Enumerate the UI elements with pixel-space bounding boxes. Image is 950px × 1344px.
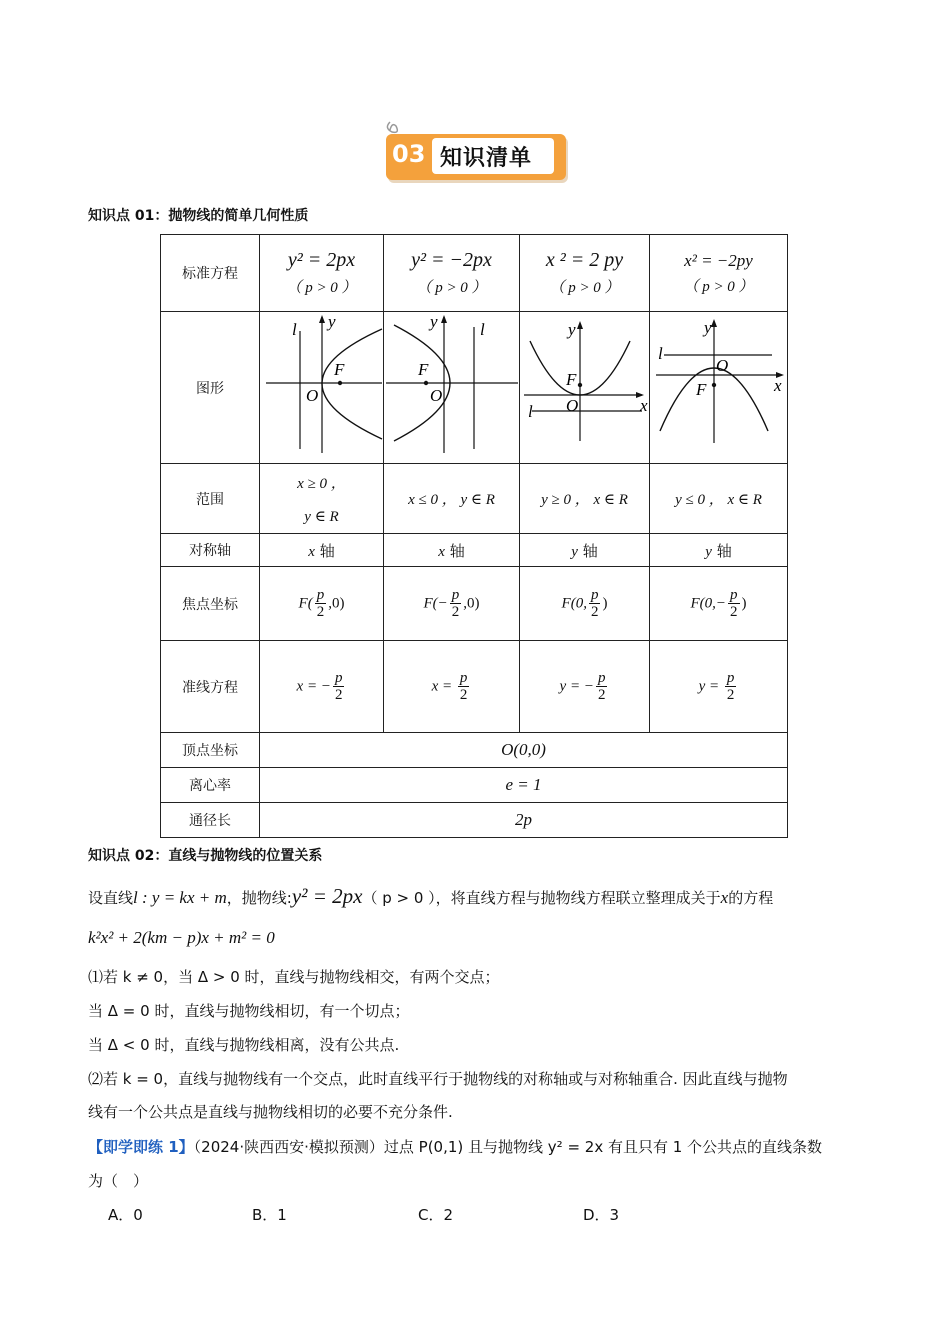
focus-num: p [730,586,738,603]
case-line: 当 Δ < 0 时，直线与抛物线相离，没有公共点. [88,1036,400,1054]
directrix-cell [384,641,520,733]
graph-label: O [566,395,579,415]
section-badge [382,120,572,188]
focus-num: p [590,586,599,603]
equation: y² = −2px [411,249,492,271]
vertex-value: O(0,0) [260,733,788,768]
condition: （ p > 0 ） [286,280,357,296]
axis-cell [384,534,520,567]
axis-word: 轴 [449,541,465,560]
range-cell [260,464,384,534]
equation: x² = −2py [684,250,753,270]
parabola-up-graph [520,313,649,463]
badge-number: 03 [392,140,426,168]
focus-pre: F( [298,594,313,611]
axis-word: 轴 [319,541,335,560]
case-line: 当 Δ = 0 时，直线与抛物线相切，有一个切点； [88,1002,410,1020]
row-header: 焦点坐标 [161,567,260,641]
directrix-num: p [459,669,468,686]
directrix-num: p [726,669,735,686]
case-line: ⑵若 k = 0，直线与抛物线有一个交点，此时直线平行于抛物线的对称轴或与对称轴重合. 因此直线与抛物 [88,1070,788,1088]
graph-label: x [640,395,648,415]
parabola-left-graph [384,313,519,463]
row-header: 准线方程 [161,641,260,733]
row-header: 顶点坐标 [161,733,260,768]
focus-post: ,0) [328,594,345,611]
axis-cell [520,534,650,567]
equation: y² = 2px [287,249,356,271]
directrix-den: 2 [726,687,735,703]
option-b[interactable]: B．1 [252,1206,287,1224]
text-span: 设直线 [88,889,134,907]
graph-label: F [566,369,577,389]
axis-cell [260,534,384,567]
quadratic-line [88,928,275,948]
focus-den: 2 [730,604,738,620]
focus-cell [260,567,384,641]
text-span: ，抛物线: [226,889,292,907]
range-cell [384,464,520,534]
parabola-down-graph [650,313,787,463]
graph-cell [384,312,520,464]
intro-line [88,884,773,909]
range-text: y ≥ 0 ， x ∈ R [541,492,628,508]
badge-title: 知识清单 [440,146,533,171]
table-row [161,567,788,641]
directrix-pre: x = [431,677,456,694]
directrix-den: 2 [334,687,343,703]
focus-den: 2 [316,604,325,620]
equation-cell [650,235,788,312]
range-text: x ≥ 0 ， [297,475,346,492]
equation-cell [384,235,520,312]
condition: （ p > 0 ） [549,280,620,296]
directrix-cell [520,641,650,733]
axis-word: 轴 [582,541,598,560]
directrix-den: 2 [597,687,606,703]
graph-cell [520,312,650,464]
graph-label: y [430,312,438,331]
table-row [161,464,788,534]
graph-label: x [774,375,782,395]
focus-pre: F(0,− [690,594,727,611]
axis-var: y [571,543,578,560]
graph-label: F [696,379,707,399]
axis-word: 轴 [716,541,732,560]
graph-label: l [528,401,533,421]
graph-label: F [418,359,429,379]
exercise-text: （2024·陕西西安·模拟预测）过点 P(0,1) 且与抛物线 y² = 2x 有且只有 1 个公共点的直线条数 [193,1138,823,1156]
latus-rectum-value: 2p [260,803,788,838]
quadratic-equation: k²x² + 2(km − p)x + m² = 0 [88,928,275,947]
range-cell [650,464,788,534]
equation: x ² = 2 py [545,249,624,271]
section1-heading: 知识点 01：抛物线的简单几何性质 [88,208,309,224]
eccentricity-value: e = 1 [260,768,788,803]
focus-pre: F(0, [561,594,587,611]
graph-label: y [704,317,712,337]
graph-label: y [328,312,336,331]
table-row [161,534,788,567]
directrix-num: p [334,669,343,686]
condition: （ p > 0 ） [416,280,487,296]
row-header: 通径长 [161,803,260,838]
row-header: 图形 [161,312,260,464]
exercise-tag: 【即学即练 1】 [88,1138,194,1156]
parabola-equation: y² = 2px [291,884,363,908]
row-header: 标准方程 [161,235,260,312]
focus-num: p [316,586,325,603]
axis-var: x [308,543,315,560]
focus-num: p [451,586,460,603]
axis-var: x [438,543,445,560]
line-equation: l : y = kx + m [133,888,227,907]
focus-pre: F(− [423,594,448,611]
directrix-cell [260,641,384,733]
table-row [161,768,788,803]
focus-post: ,0) [463,594,480,611]
section2-heading: 知识点 02：直线与抛物线的位置关系 [88,848,323,864]
axis-cell [650,534,788,567]
directrix-pre: x = − [296,677,331,694]
parabola-right-graph [260,313,383,463]
row-header: 对称轴 [161,534,260,567]
graph-label: l [292,319,297,339]
focus-cell [384,567,520,641]
table-row [161,235,788,312]
exercise-question [88,1136,822,1157]
range-cell [520,464,650,534]
range-text: y ≤ 0 ， x ∈ R [675,492,762,508]
directrix-pre: y = − [559,677,594,694]
row-header: 范围 [161,464,260,534]
table-row [161,312,788,464]
text-span: 的方程 [728,889,774,907]
graph-label: l [480,319,485,339]
focus-cell [650,567,788,641]
option-c[interactable]: C．2 [418,1206,454,1224]
option-d[interactable]: D．3 [583,1206,620,1224]
graph-cell [650,312,788,464]
parabola-properties-table [160,234,788,838]
focus-den: 2 [451,604,460,620]
directrix-pre: y = [698,677,723,694]
graph-label: O [716,355,729,375]
text-span: （ p > 0 ），将直线方程与抛物线方程联立整理成关于 [362,889,721,907]
directrix-cell [650,641,788,733]
exercise-question-cont: 为（ ） [88,1172,149,1190]
focus-post: ) [602,594,608,611]
case-line: 线有一个公共点是直线与抛物线相切的必要不充分条件. [88,1103,453,1121]
case-line: ⑴若 k ≠ 0，当 Δ > 0 时，直线与抛物线相交，有两个交点； [88,968,500,986]
table-row [161,733,788,768]
option-a[interactable]: A．0 [108,1206,143,1224]
focus-cell [520,567,650,641]
graph-label: y [568,319,576,339]
directrix-den: 2 [459,687,468,703]
graph-cell [260,312,384,464]
variable: x [720,888,729,907]
focus-post: ) [741,594,747,611]
equation-cell [520,235,650,312]
badge-label [432,138,554,174]
condition: （ p > 0 ） [683,278,754,295]
graph-label: l [658,343,663,363]
directrix-num: p [597,669,606,686]
row-header: 离心率 [161,768,260,803]
focus-den: 2 [590,604,599,620]
range-text: x ≤ 0 ， y ∈ R [408,492,495,508]
graph-label: O [430,385,443,405]
graph-label: O [306,385,319,405]
equation-cell [260,235,384,312]
axis-var: y [705,543,712,560]
table-row [161,641,788,733]
graph-label: F [334,359,345,379]
range-text: y ∈ R [304,508,339,525]
table-row [161,803,788,838]
